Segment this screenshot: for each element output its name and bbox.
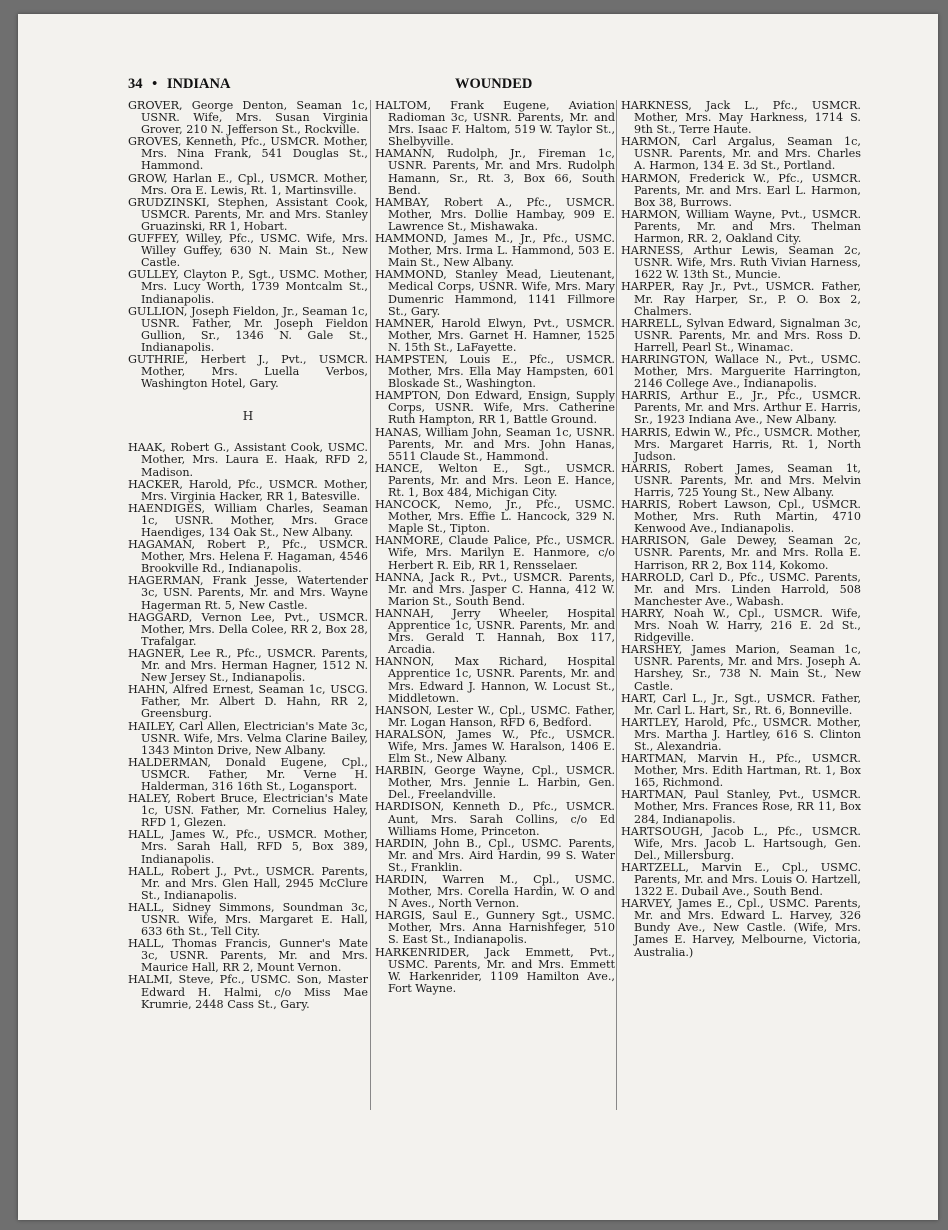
- casualty-entry: HARNESS, Arthur Lewis, Seaman 2c, USNR. Wife, Mrs. Ruth Vivian Harness, 1622 W. 13th St., Muncie.: [621, 244, 861, 282]
- casualty-entry: HANMORE, Claude Palice, Pfc., USMCR. Wife, Mrs. Marilyn E. Hanmore, c/o Herbert R. Eib, RR 1, Rensselaer.: [375, 534, 615, 572]
- casualty-entry: GRUDZINSKI, Stephen, Assistant Cook, USMCR. Parents, Mr. and Mrs. Stanley Gruazinski, RR 1, Hobart.: [128, 195, 368, 233]
- casualty-entry: HAENDIGES, William Charles, Seaman 1c, USNR. Mother, Mrs. Grace Haendiges, 134 Oak St., New Albany.: [128, 501, 368, 539]
- casualty-entry: HAMPTON, Don Edward, Ensign, Supply Corps, USNR. Wife, Mrs. Catherine Ruth Hampton, RR 1, Battle Ground.: [375, 389, 615, 427]
- casualty-entry: HARMON, Carl Argalus, Seaman 1c, USNR. Parents, Mr. and Mrs. Charles A. Harmon, 134 E. 3d St., Portland.: [621, 135, 861, 173]
- casualty-entry: HARRIS, Robert Lawson, Cpl., USMCR. Mother, Mrs. Ruth Martin, 4710 Kenwood Ave., Indianapolis.: [621, 498, 861, 536]
- casualty-entry: HAHN, Alfred Ernest, Seaman 1c, USCG. Father, Mr. Albert D. Hahn, RR 2, Greensburg.: [128, 683, 368, 721]
- casualty-entry: HARMON, William Wayne, Pvt., USMCR. Parents, Mr. and Mrs. Thelman Harmon, RR. 2, Oakland City.: [621, 207, 861, 246]
- page-title: WOUNDED: [455, 76, 533, 92]
- casualty-entry: HARRY, Noah W., Cpl., USMCR. Wife, Mrs. Noah W. Harry, 216 E. 2d St., Ridgeville.: [621, 606, 861, 645]
- column-divider: [370, 100, 371, 1110]
- casualty-entry: HARALSON, James W., Pfc., USMCR. Wife, Mrs. James W. Haralson, 1406 E. Elm St., New Albany.: [375, 727, 615, 766]
- page-header: [128, 76, 858, 98]
- casualty-entry: HARRELL, Sylvan Edward, Signalman 3c, USNR. Parents, Mr. and Mrs. Ross D. Harrell, Pearl St., Winamac.: [621, 316, 861, 354]
- casualty-entry: HAAK, Robert G., Assistant Cook, USMC. Mother, Mrs. Laura E. Haak, RFD 2, Madison.: [128, 441, 368, 479]
- casualty-entry: HANNON, Max Richard, Hospital Apprentice 1c, USNR. Parents, Mr. and Mrs. Edward J. Hannon, W. Locust St., Middletown.: [375, 655, 615, 705]
- column-divider: [616, 100, 617, 1110]
- column-2-entries: [375, 100, 615, 995]
- casualty-entry: HALL, Sidney Simmons, Soundman 3c, USNR. Wife, Mrs. Margaret E. Hall, 633 6th St., Tell City.: [128, 900, 368, 939]
- casualty-entry: HAILEY, Carl Allen, Electrician's Mate 3c, USNR. Wife, Mrs. Velma Clarine Bailey, 1343 Minton Drive, New Albany.: [128, 719, 368, 757]
- casualty-entry: HARGIS, Saul E., Gunnery Sgt., USMC. Mother, Mrs. Anna Harnishfeger, 510 S. East St., Indianapolis.: [375, 909, 615, 947]
- casualty-entry: HARTZELL, Marvin E., Cpl., USMC. Parents, Mr. and Mrs. Louis O. Hartzell, 1322 E. Dubail Ave., South Bend.: [621, 860, 861, 899]
- casualty-entry: HAGERMAN, Frank Jesse, Watertender 3c, USN. Parents, Mr. and Mrs. Wayne Hagerman Rt. 5, New Castle.: [128, 574, 368, 612]
- casualty-entry: HALL, James W., Pfc., USMCR. Mother, Mrs. Sarah Hall, RFD 5, Box 389, Indianapolis.: [128, 828, 368, 866]
- casualty-entry: HARDIN, John B., Cpl., USMC. Parents, Mr. and Mrs. Aird Hardin, 99 S. Water St., Franklin.: [375, 836, 615, 874]
- casualty-entry: HARDISON, Kenneth D., Pfc., USMCR. Aunt, Mrs. Sarah Collins, c/o Ed Williams Home, Princeton.: [375, 800, 615, 838]
- casualty-entry: GROW, Harlan E., Cpl., USMCR. Mother, Mrs. Ora E. Lewis, Rt. 1, Martinsville.: [128, 171, 368, 197]
- section-letter: H: [242, 409, 254, 424]
- casualty-entry: HALTOM, Frank Eugene, Aviation Radioman 3c, USNR. Parents, Mr. and Mrs. Isaac F. Haltom, 519 W. Taylor St., Shelbyville.: [375, 100, 615, 149]
- casualty-entry: GROVER, George Denton, Seaman 1c, USNR. Wife, Mrs. Susan Virginia Grover, 210 N. Jefferson St., Rockville.: [128, 100, 368, 137]
- casualty-entry: HARMON, Frederick W., Pfc., USMCR. Parents, Mr. and Mrs. Earl L. Harmon, Box 38, Burrows.: [621, 171, 861, 209]
- casualty-entry: HARKENRIDER, Jack Emmett, Pvt., USMC. Parents, Mr. and Mrs. Emmett W. Harkenrider, 1109 Hamilton Ave., Fort Wayne.: [375, 945, 615, 995]
- column-3-entries: [621, 100, 861, 959]
- casualty-entry: HAGNER, Lee R., Pfc., USMCR. Parents, Mr. and Mrs. Herman Hagner, 1512 N. New Jersey St., Indianapolis.: [128, 646, 368, 685]
- casualty-entry: HARKNESS, Jack L., Pfc., USMCR. Mother, Mrs. May Harkness, 1714 S. 9th St., Terre Haute.: [621, 100, 861, 137]
- casualty-entry: HAMMOND, James M., Jr., Pfc., USMC. Mother, Mrs. Irma L. Hammond, 503 E. Main St., New Albany.: [375, 232, 615, 270]
- column-3: [621, 100, 861, 1110]
- state-name: INDIANA: [166, 76, 231, 92]
- casualty-entry: HARROLD, Carl D., Pfc., USMC. Parents, Mr. and Mrs. Linden Harrold, 508 Manchester Ave., Wabash.: [621, 570, 861, 608]
- casualty-entry: HAMNER, Harold Elwyn, Pvt., USMCR. Mother, Mrs. Garnet H. Hamner, 1525 N. 15th St., LaFayette.: [375, 316, 615, 354]
- casualty-entry: HANCOCK, Nemo, Jr., Pfc., USMC. Mother, Mrs. Effie L. Hancock, 329 N. Maple St., Tipton.: [375, 498, 615, 536]
- casualty-entry: HALL, Thomas Francis, Gunner's Mate 3c, USNR. Parents, Mr. and Mrs. Maurice Hall, RR 2, Mount Vernon.: [128, 937, 368, 975]
- casualty-entry: HARTSOUGH, Jacob L., Pfc., USMCR. Wife, Mrs. Jacob L. Hartsough, Gen. Del., Millersburg.: [621, 824, 861, 862]
- casualty-entry: HARVEY, James E., Cpl., USMC. Parents, Mr. and Mrs. Edward L. Harvey, 326 Bundy Ave., New Castle. (Wife, Mrs. James E. Harvey, Melbourne, Victoria, Australia.): [621, 897, 861, 959]
- casualty-entry: HAMANN, Rudolph, Jr., Fireman 1c, USNR. Parents, Mr. and Mrs. Rudolph Hamann, Sr., Rt. 3, Box 66, South Bend.: [375, 147, 615, 197]
- casualty-entry: HARSHEY, James Marion, Seaman 1c, USNR. Parents, Mr. and Mrs. Joseph A. Harshey, Sr., 738 N. Main St., New Castle.: [621, 643, 861, 693]
- column-1: [128, 100, 368, 1110]
- casualty-entry: HARRIS, Robert James, Seaman 1t, USNR. Parents, Mr. and Mrs. Melvin Harris, 725 Young St., New Albany.: [621, 461, 861, 499]
- column-2: [375, 100, 615, 1110]
- casualty-entry: HALDERMAN, Donald Eugene, Cpl., USMCR. Father, Mr. Verne H. Halderman, 316 16th St., Logansport.: [128, 755, 368, 793]
- casualty-entry: HARPER, Ray Jr., Pvt., USMCR. Father, Mr. Ray Harper, Sr., P. O. Box 2, Chalmers.: [621, 280, 861, 318]
- casualty-entry: HALEY, Robert Bruce, Electrician's Mate 1c, USN. Father, Mr. Cornelius Haley, RFD 1, Glezen.: [128, 792, 368, 830]
- casualty-entry: HACKER, Harold, Pfc., USMCR. Mother, Mrs. Virginia Hacker, RR 1, Batesville.: [128, 477, 368, 503]
- page-number: 34: [128, 76, 143, 92]
- casualty-entry: HANSON, Lester W., Cpl., USMC. Father, Mr. Logan Hanson, RFD 6, Bedford.: [375, 703, 615, 729]
- casualty-entry: HARTMAN, Paul Stanley, Pvt., USMCR. Mother, Mrs. Frances Rose, RR 11, Box 284, Indianapolis.: [621, 788, 861, 826]
- casualty-entry: HANNA, Jack R., Pvt., USMCR. Parents, Mr. and Mrs. Jasper C. Hanna, 412 W. Marion St., South Bend.: [375, 570, 615, 608]
- casualty-entry: GUFFEY, Willey, Pfc., USMC. Wife, Mrs. Willey Guffey, 630 N. Main St., New Castle.: [128, 232, 368, 270]
- column-1-entries-after: [128, 442, 368, 1010]
- casualty-entry: GUTHRIE, Herbert J., Pvt., USMCR. Mother, Mrs. Luella Verbos, Washington Hotel, Gary.: [128, 352, 368, 391]
- casualty-entry: HART, Carl L., Jr., Sgt., USMCR. Father, Mr. Carl L. Hart, Sr., Rt. 6, Bonneville.: [621, 691, 861, 717]
- casualty-entry: HAMMOND, Stanley Mead, Lieutenant, Medical Corps, USNR. Wife, Mrs. Mary Dumenric Hammond, 1141 Fillmore St., Gary.: [375, 268, 615, 318]
- casualty-entry: HARRINGTON, Wallace N., Pvt., USMC. Mother, Mrs. Marguerite Harrington, 2146 College Ave., Indianapolis.: [621, 352, 861, 391]
- casualty-entry: GROVES, Kenneth, Pfc., USMCR. Mother, Mrs. Nina Frank, 541 Douglas St., Hammond.: [128, 135, 368, 173]
- casualty-entry: HARRIS, Edwin W., Pfc., USMCR. Mother, Mrs. Margaret Harris, Rt. 1, North Judson.: [621, 425, 861, 463]
- casualty-entry: HARTMAN, Marvin H., Pfc., USMCR. Mother, Mrs. Edith Hartman, Rt. 1, Box 165, Richmond.: [621, 752, 861, 790]
- casualty-entry: HARBIN, George Wayne, Cpl., USMCR. Mother, Mrs. Jennie L. Harbin, Gen. Del., Freelandville.: [375, 764, 615, 802]
- page-header-left: [128, 76, 230, 93]
- column-1-entries: [128, 100, 368, 390]
- casualty-entry: HANNAH, Jerry Wheeler, Hospital Apprentice 1c, USNR. Parents, Mr. and Mrs. Gerald T. Hannah, Box 117, Arcadia.: [375, 606, 615, 657]
- casualty-entry: HAGAMAN, Robert P., Pfc., USMCR. Mother, Mrs. Helena F. Hagaman, 4546 Brookville Rd., Indianapolis.: [128, 538, 368, 576]
- casualty-entry: HARTLEY, Harold, Pfc., USMCR. Mother, Mrs. Martha J. Hartley, 616 S. Clinton St., Alexandria.: [621, 715, 861, 753]
- header-bullet: •: [152, 76, 158, 92]
- casualty-entry: HAGGARD, Vernon Lee, Pvt., USMCR. Mother, Mrs. Della Colee, RR 2, Box 28, Trafalgar.: [128, 610, 368, 648]
- casualty-entry: HARDIN, Warren M., Cpl., USMC. Mother, Mrs. Corella Hardin, W. O and N Aves., North Vernon.: [375, 873, 615, 911]
- casualty-entry: GULLEY, Clayton P., Sgt., USMC. Mother, Mrs. Lucy Worth, 1739 Montcalm St., Indianapolis.: [128, 268, 368, 306]
- casualty-entry: HALL, Robert J., Pvt., USMCR. Parents, Mr. and Mrs. Glen Hall, 2945 McClure St., Indianapolis.: [128, 864, 368, 902]
- casualty-entry: GULLION, Joseph Fieldon, Jr., Seaman 1c, USNR. Father, Mr. Joseph Fieldon Gullion, Sr., 1346 N. Gale St., Indianapolis.: [128, 304, 368, 354]
- casualty-entry: HAMBAY, Robert A., Pfc., USMCR. Mother, Mrs. Dollie Hambay, 909 E. Lawrence St., Mishawaka.: [375, 195, 615, 233]
- casualty-entry: HANCE, Welton E., Sgt., USMCR. Parents, Mr. and Mrs. Leon E. Hance, Rt. 1, Box 484, Michigan City.: [375, 461, 615, 499]
- casualty-entry: HANAS, William John, Seaman 1c, USNR. Parents, Mr. and Mrs. John Hanas, 5511 Claude St., Hammond.: [375, 425, 615, 463]
- casualty-entry: HARRIS, Arthur E., Jr., Pfc., USMCR. Parents, Mr. and Mrs. Arthur E. Harris, Sr., 1923 Indiana Ave., New Albany.: [621, 389, 861, 427]
- casualty-entry: HAMPSTEN, Louis E., Pfc., USMCR. Mother, Mrs. Ella May Hampsten, 601 Bloskade St., Washington.: [375, 352, 615, 391]
- casualty-entry: HALMI, Steve, Pfc., USMC. Son, Master Edward H. Halmi, c/o Miss Mae Krumrie, 2448 Cass St., Gary.: [128, 973, 368, 1011]
- casualty-entry: HARRISON, Gale Dewey, Seaman 2c, USNR. Parents, Mr. and Mrs. Rolla E. Harrison, RR 2, Box 114, Kokomo.: [621, 534, 861, 572]
